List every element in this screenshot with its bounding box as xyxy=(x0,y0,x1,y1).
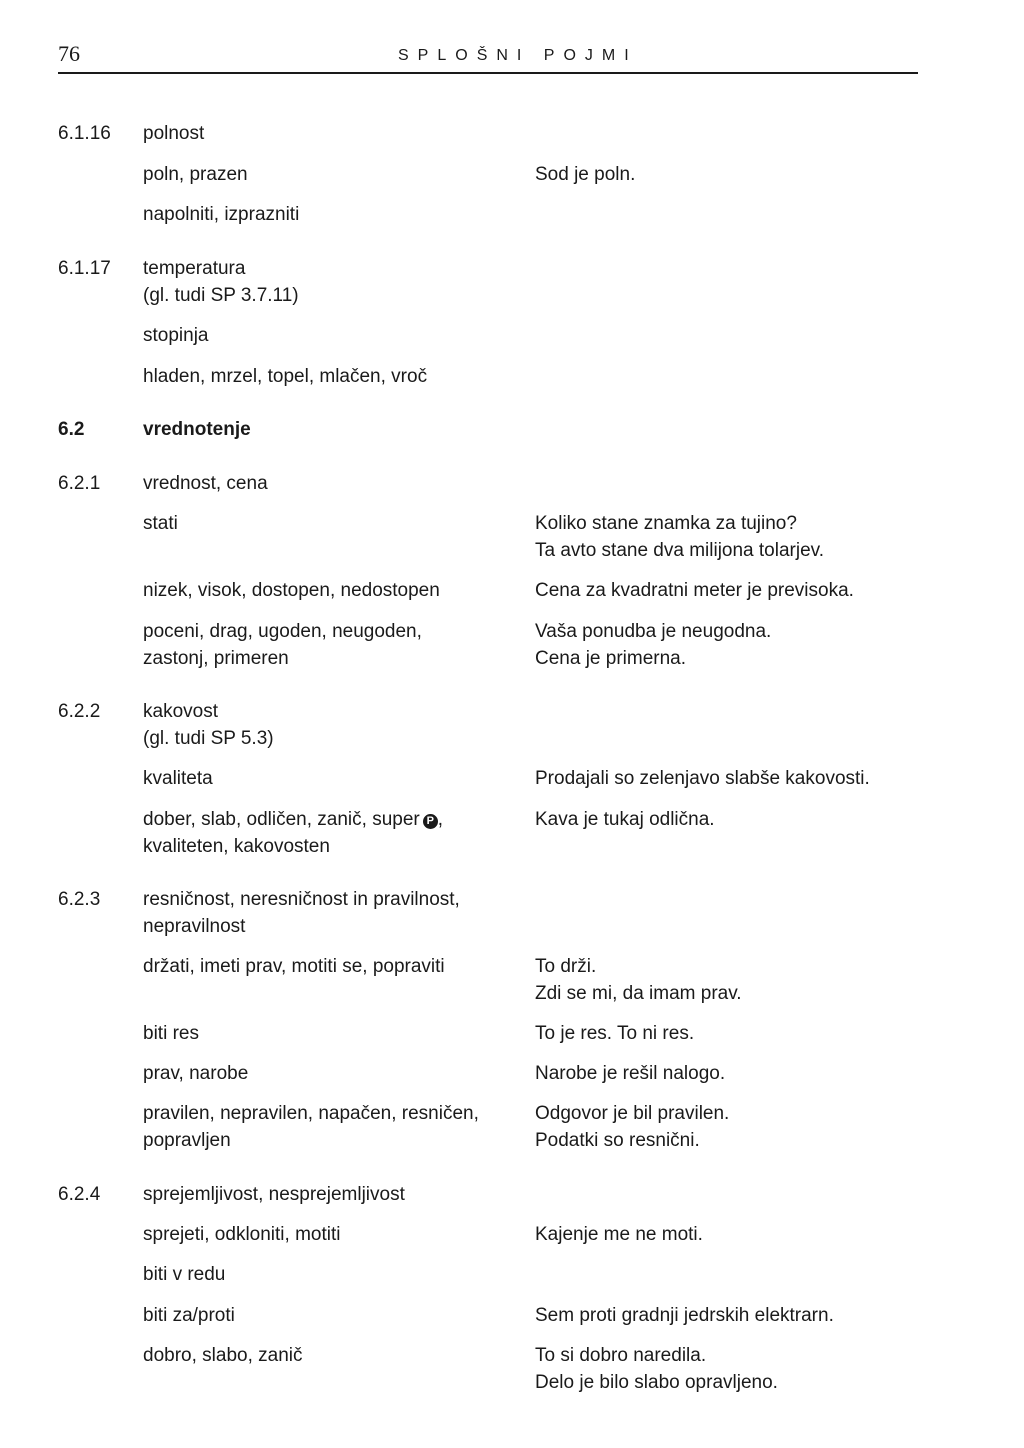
example: Podatki so resnični. xyxy=(535,1130,700,1151)
example: Zdi se mi, da imam prav. xyxy=(535,983,742,1004)
section-number: 6.2.2 xyxy=(58,701,101,722)
section-title: vrednotenje xyxy=(143,419,251,440)
term: zastonj, primeren xyxy=(143,648,289,669)
term: sprejeti, odkloniti, motiti xyxy=(143,1224,341,1245)
term: biti res xyxy=(143,1023,199,1044)
example: Cena za kvadratni meter je previsoka. xyxy=(535,580,854,601)
section-title: temperatura xyxy=(143,258,246,279)
section-title: polnost xyxy=(143,123,205,144)
term: hladen, mrzel, topel, mlačen, vroč xyxy=(143,366,428,387)
section-number: 6.2.4 xyxy=(58,1184,101,1205)
page-header xyxy=(58,40,918,74)
example: Ta avto stane dva milijona tolarjev. xyxy=(535,540,825,561)
example: Kava je tukaj odlična. xyxy=(535,809,715,830)
example: Delo je bilo slabo opravljeno. xyxy=(535,1372,778,1393)
term: prav, narobe xyxy=(143,1063,249,1084)
section-title: nepravilnost xyxy=(143,916,246,937)
colloquial-p-icon: P xyxy=(423,814,438,829)
section-title: vrednost, cena xyxy=(143,473,268,494)
section-number: 6.1.17 xyxy=(58,258,111,279)
term: nizek, visok, dostopen, nedostopen xyxy=(143,580,440,601)
section-number: 6.2.3 xyxy=(58,889,101,910)
example: Prodajali so zelenjavo slabše kakovosti. xyxy=(535,768,870,789)
example: Vaša ponudba je neugodna. xyxy=(535,621,772,642)
example: To je res. To ni res. xyxy=(535,1023,695,1044)
example: To si dobro naredila. xyxy=(535,1345,707,1366)
section-number: 6.2.1 xyxy=(58,473,101,494)
section-title: kakovost xyxy=(143,701,218,722)
example: To drži. xyxy=(535,956,597,977)
term: biti za/proti xyxy=(143,1305,235,1326)
term: pravilen, nepravilen, napačen, resničen, xyxy=(143,1103,479,1124)
term: kvaliteten, kakovosten xyxy=(143,836,330,857)
term: stopinja xyxy=(143,325,209,346)
cross-reference: (gl. tudi SP 5.3) xyxy=(143,728,274,749)
example: Cena je primerna. xyxy=(535,648,687,669)
example: Sod je poln. xyxy=(535,164,636,185)
example: Koliko stane znamka za tujino? xyxy=(535,513,797,534)
example: Narobe je rešil nalogo. xyxy=(535,1063,726,1084)
term: biti v redu xyxy=(143,1264,226,1285)
term: popravljen xyxy=(143,1130,231,1151)
term: stati xyxy=(143,513,178,534)
section-title: resničnost, neresničnost in pravilnost, xyxy=(143,889,460,910)
term-text: , xyxy=(437,809,444,830)
term-text: dober, slab, odličen, zanič, super xyxy=(143,809,420,830)
section-number: 6.1.16 xyxy=(58,123,111,144)
term: dobro, slabo, zanič xyxy=(143,1345,303,1366)
term: napolniti, izprazniti xyxy=(143,204,300,225)
page-number: 76 xyxy=(58,41,80,66)
section-title: sprejemljivost, nesprejemljivost xyxy=(143,1184,405,1205)
cross-reference: (gl. tudi SP 3.7.11) xyxy=(143,285,299,306)
section-number: 6.2 xyxy=(58,419,85,440)
example: Odgovor je bil pravilen. xyxy=(535,1103,730,1124)
term: držati, imeti prav, motiti se, popraviti xyxy=(143,956,445,977)
running-title: SPLOŠNI POJMI xyxy=(398,47,638,64)
example: Sem proti gradnji jedrskih elektrarn. xyxy=(535,1305,834,1326)
term: poln, prazen xyxy=(143,164,248,185)
term: poceni, drag, ugoden, neugoden, xyxy=(143,621,422,642)
term xyxy=(143,806,443,833)
term: kvaliteta xyxy=(143,768,213,789)
example: Kajenje me ne moti. xyxy=(535,1224,703,1245)
